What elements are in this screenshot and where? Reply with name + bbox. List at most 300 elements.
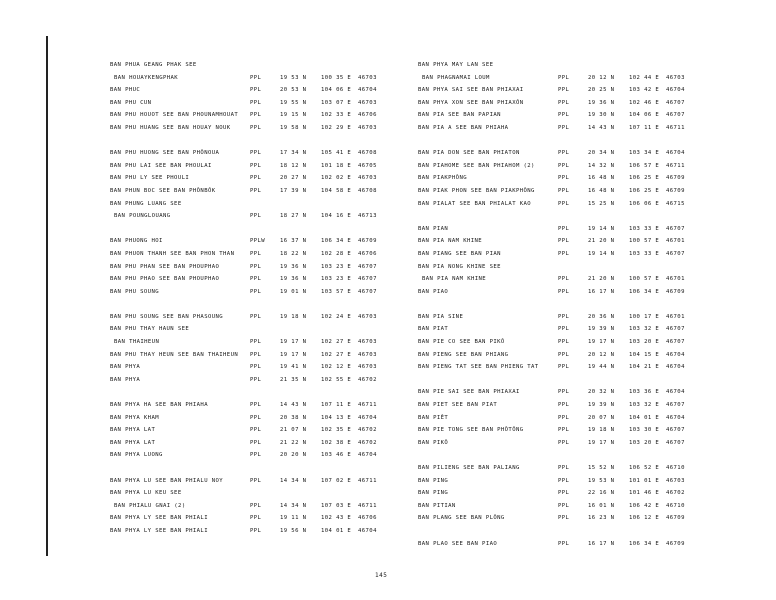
map-code: 46703 bbox=[358, 313, 377, 320]
gazetteer-entry bbox=[418, 238, 758, 251]
feature-class: PPL bbox=[250, 213, 262, 220]
place-name: BAN PHYA bbox=[110, 376, 141, 383]
longitude: 103 33 E bbox=[629, 225, 660, 232]
map-code: 46710 bbox=[666, 502, 685, 509]
latitude: 14 34 N bbox=[280, 502, 307, 509]
place-name: BAN PIA NONG KHINE SEE bbox=[418, 263, 501, 270]
longitude: 106 25 E bbox=[629, 187, 660, 194]
latitude: 20 20 N bbox=[280, 452, 307, 459]
longitude: 102 46 E bbox=[629, 99, 660, 106]
latitude: 19 36 N bbox=[588, 99, 615, 106]
map-code: 46707 bbox=[666, 339, 685, 346]
gazetteer-entry bbox=[418, 188, 758, 201]
feature-class: PPL bbox=[558, 87, 570, 94]
gazetteer-entry bbox=[418, 125, 758, 138]
latitude: 16 23 N bbox=[588, 515, 615, 522]
longitude: 103 36 E bbox=[629, 389, 660, 396]
place-name: BAN PIE SAI SEE BAN PHIAXAI bbox=[418, 389, 520, 396]
place-name: BAN PIA SINE bbox=[418, 313, 464, 320]
longitude: 102 27 E bbox=[321, 351, 352, 358]
longitude: 100 35 E bbox=[321, 74, 352, 81]
gazetteer-entry bbox=[418, 201, 758, 214]
map-code: 46704 bbox=[358, 414, 377, 421]
gazetteer-entry bbox=[110, 264, 450, 277]
map-code: 46704 bbox=[358, 87, 377, 94]
map-code: 46702 bbox=[358, 376, 377, 383]
gazetteer-entry bbox=[418, 364, 758, 377]
latitude: 19 17 N bbox=[588, 439, 615, 446]
longitude: 103 32 E bbox=[629, 402, 660, 409]
latitude: 17 34 N bbox=[280, 150, 307, 157]
gazetteer-entry bbox=[418, 503, 758, 516]
gazetteer-entry bbox=[418, 264, 758, 277]
longitude: 104 13 E bbox=[321, 414, 352, 421]
gazetteer-entry bbox=[418, 415, 758, 428]
map-code: 46709 bbox=[666, 175, 685, 182]
longitude: 102 35 E bbox=[321, 427, 352, 434]
gazetteer-entry bbox=[110, 276, 450, 289]
place-name: BAN PIENG TAT SEE BAN PHIENG TAT bbox=[418, 364, 539, 371]
latitude: 19 15 N bbox=[280, 112, 307, 119]
longitude: 107 11 E bbox=[321, 402, 352, 409]
feature-class: PPL bbox=[558, 477, 570, 484]
feature-class: PPL bbox=[558, 515, 570, 522]
feature-class: PPL bbox=[250, 364, 262, 371]
place-name: BAN PIA A SEE BAN PHIAHA bbox=[418, 124, 509, 131]
longitude: 102 28 E bbox=[321, 250, 352, 257]
place-name: BAN PIAO bbox=[418, 288, 449, 295]
feature-class: PPL bbox=[250, 250, 262, 257]
map-code: 46704 bbox=[666, 414, 685, 421]
page-number: 145 bbox=[375, 572, 388, 579]
latitude: 19 36 N bbox=[280, 263, 307, 270]
feature-class: PPL bbox=[250, 99, 262, 106]
place-name: BAN PHU SOUNG SEE BAN PHASOUNG bbox=[110, 313, 224, 320]
latitude: 19 18 N bbox=[280, 313, 307, 320]
gazetteer-entry bbox=[418, 352, 758, 365]
longitude: 103 42 E bbox=[629, 87, 660, 94]
map-code: 46707 bbox=[358, 276, 377, 283]
latitude: 19 17 N bbox=[588, 339, 615, 346]
feature-class: PPL bbox=[250, 150, 262, 157]
feature-class: PPL bbox=[558, 502, 570, 509]
latitude: 18 22 N bbox=[280, 250, 307, 257]
place-name: BAN PING bbox=[418, 477, 449, 484]
place-name: BAN PIKÔ bbox=[418, 439, 449, 446]
latitude: 19 58 N bbox=[280, 124, 307, 131]
gazetteer-column-left bbox=[110, 62, 450, 541]
place-name: BAN PHUONG HOI bbox=[110, 238, 163, 245]
gazetteer-entry bbox=[110, 452, 450, 465]
longitude: 100 57 E bbox=[629, 238, 660, 245]
map-code: 46715 bbox=[666, 200, 685, 207]
place-name: BAN PHU THAY HAUN SEE bbox=[110, 326, 190, 333]
feature-class: PPL bbox=[250, 175, 262, 182]
latitude: 19 01 N bbox=[280, 288, 307, 295]
longitude: 103 20 E bbox=[629, 439, 660, 446]
gazetteer-entry bbox=[110, 238, 450, 251]
latitude: 19 56 N bbox=[280, 527, 307, 534]
feature-class: PPL bbox=[250, 502, 262, 509]
map-code: 46703 bbox=[666, 477, 685, 484]
feature-class: PPL bbox=[250, 288, 262, 295]
place-name: BAN PHUON THANH SEE BAN PHON THAN bbox=[110, 250, 235, 257]
gazetteer-entry bbox=[110, 289, 450, 302]
latitude: 19 53 N bbox=[588, 477, 615, 484]
place-name: BAN HOUAYKENGPHAK bbox=[114, 74, 179, 81]
map-code: 46704 bbox=[358, 452, 377, 459]
longitude: 103 33 E bbox=[629, 250, 660, 257]
place-name: BAN PIALAT SEE BAN PHIALAT KAO bbox=[418, 200, 532, 207]
latitude: 18 27 N bbox=[280, 213, 307, 220]
place-name: BAN PHU SOUNG bbox=[110, 288, 159, 295]
place-name: BAN PHYA HA SEE BAN PHIAHA bbox=[110, 402, 208, 409]
map-code: 46707 bbox=[666, 112, 685, 119]
feature-class: PPL bbox=[250, 339, 262, 346]
feature-class: PPL bbox=[250, 452, 262, 459]
place-name: BAN PHU CUN bbox=[110, 99, 152, 106]
map-code: 46703 bbox=[358, 351, 377, 358]
longitude: 103 23 E bbox=[321, 263, 352, 270]
place-name: BAN PIA DON SEE BAN PHIATON bbox=[418, 150, 520, 157]
feature-class: PPL bbox=[250, 414, 262, 421]
gazetteer-entry bbox=[110, 402, 450, 415]
feature-class: PPL bbox=[558, 187, 570, 194]
place-name: BAN PHYA LY SEE BAN PHIALI bbox=[110, 527, 208, 534]
latitude: 20 53 N bbox=[280, 87, 307, 94]
latitude: 21 35 N bbox=[280, 376, 307, 383]
feature-class: PPL bbox=[558, 175, 570, 182]
map-code: 46703 bbox=[358, 124, 377, 131]
feature-class: PPL bbox=[558, 351, 570, 358]
gazetteer-entry bbox=[110, 490, 450, 503]
longitude: 104 01 E bbox=[629, 414, 660, 421]
longitude: 103 23 E bbox=[321, 276, 352, 283]
gazetteer-entry bbox=[418, 150, 758, 163]
gazetteer-entry bbox=[418, 175, 758, 188]
latitude: 15 52 N bbox=[588, 465, 615, 471]
feature-class: PPL bbox=[250, 87, 262, 94]
longitude: 102 33 E bbox=[321, 112, 352, 119]
latitude: 22 16 N bbox=[588, 490, 615, 497]
place-name: BAN PILIENG SEE BAN PALIANG bbox=[418, 465, 520, 471]
feature-class: PPL bbox=[250, 427, 262, 434]
feature-class: PPL bbox=[250, 124, 262, 131]
feature-class: PPL bbox=[558, 276, 570, 283]
gazetteer-entry bbox=[110, 339, 450, 352]
feature-class: PPL bbox=[558, 364, 570, 371]
latitude: 16 48 N bbox=[588, 187, 615, 194]
place-name: BAN PHYA SAI SEE BAN PHIAXAI bbox=[418, 87, 524, 94]
gazetteer-entry bbox=[110, 377, 450, 390]
feature-class: PPL bbox=[250, 477, 262, 484]
feature-class: PPL bbox=[250, 515, 262, 522]
feature-class: PPL bbox=[250, 263, 262, 270]
gazetteer-entry bbox=[418, 251, 758, 264]
place-name: BAN PHYA LY SEE BAN PHIALI bbox=[110, 515, 208, 522]
map-code: 46707 bbox=[358, 263, 377, 270]
place-name: BAN PIENG SEE BAN PHIANG bbox=[418, 351, 509, 358]
map-code: 46701 bbox=[666, 313, 685, 320]
place-name: BAN PHU LAI SEE BAN PHOULAI bbox=[110, 162, 212, 169]
longitude: 104 58 E bbox=[321, 187, 352, 194]
place-name: BAN PHYA LAT bbox=[110, 427, 156, 434]
longitude: 107 03 E bbox=[321, 502, 352, 509]
map-code: 46707 bbox=[666, 427, 685, 434]
gazetteer-entry bbox=[110, 213, 450, 226]
latitude: 21 20 N bbox=[588, 238, 615, 245]
place-name: BAN PITIAN bbox=[418, 502, 456, 509]
gazetteer-entry bbox=[418, 226, 758, 239]
place-name: BAN PIAKPHÔNG bbox=[418, 175, 467, 182]
latitude: 17 39 N bbox=[280, 187, 307, 194]
feature-class: PPL bbox=[558, 339, 570, 346]
longitude: 101 46 E bbox=[629, 490, 660, 497]
latitude: 21 07 N bbox=[280, 427, 307, 434]
latitude: 21 22 N bbox=[280, 439, 307, 446]
latitude: 20 25 N bbox=[588, 87, 615, 94]
longitude: 107 02 E bbox=[321, 477, 352, 484]
latitude: 14 32 N bbox=[588, 162, 615, 169]
map-code: 46701 bbox=[666, 276, 685, 283]
gazetteer-entry bbox=[110, 515, 450, 528]
longitude: 100 17 E bbox=[629, 313, 660, 320]
gazetteer-entry bbox=[110, 326, 450, 339]
latitude: 14 43 N bbox=[280, 402, 307, 409]
longitude: 107 11 E bbox=[629, 124, 660, 131]
map-code: 46704 bbox=[358, 527, 377, 534]
gazetteer-entry bbox=[418, 465, 758, 478]
feature-class: PPL bbox=[558, 99, 570, 106]
longitude: 104 16 E bbox=[321, 213, 352, 220]
latitude: 20 34 N bbox=[588, 150, 615, 157]
longitude: 104 21 E bbox=[629, 364, 660, 371]
gazetteer-entry bbox=[110, 100, 450, 113]
latitude: 14 34 N bbox=[280, 477, 307, 484]
gazetteer-entry bbox=[110, 112, 450, 125]
longitude: 100 57 E bbox=[629, 276, 660, 283]
map-code: 46704 bbox=[666, 150, 685, 157]
feature-class: PPLW bbox=[250, 238, 266, 245]
map-code: 46704 bbox=[666, 364, 685, 371]
gazetteer-entry bbox=[110, 150, 450, 163]
map-code: 46709 bbox=[666, 288, 685, 295]
longitude: 106 06 E bbox=[629, 200, 660, 207]
place-name: BAN PHAGNAMAI LOUM bbox=[422, 74, 490, 81]
longitude: 103 57 E bbox=[321, 288, 352, 295]
latitude: 16 48 N bbox=[588, 175, 615, 182]
place-name: BAN PHUA GEANG PHAK SEE bbox=[110, 62, 197, 68]
map-code: 46703 bbox=[358, 74, 377, 81]
longitude: 103 32 E bbox=[629, 326, 660, 333]
feature-class: PPL bbox=[558, 326, 570, 333]
map-code: 46713 bbox=[358, 213, 377, 220]
latitude: 14 43 N bbox=[588, 124, 615, 131]
feature-class: PPL bbox=[558, 439, 570, 446]
feature-class: PPL bbox=[558, 124, 570, 131]
gazetteer-entry bbox=[418, 163, 758, 176]
place-name: BAN PIE CO SEE BAN PIKÔ bbox=[418, 339, 505, 346]
feature-class: PPL bbox=[250, 527, 262, 534]
place-name: BAN PIAK PHON SEE BAN PIAKPHÔNG bbox=[418, 187, 535, 194]
place-name: BAN PIET SEE BAN PIAT bbox=[418, 402, 498, 409]
feature-class: PPL bbox=[250, 74, 262, 81]
latitude: 20 32 N bbox=[588, 389, 615, 396]
longitude: 103 34 E bbox=[629, 150, 660, 157]
latitude: 19 18 N bbox=[588, 427, 615, 434]
place-name: BAN PHU LY SEE PHOULI bbox=[110, 175, 190, 182]
map-code: 46709 bbox=[666, 187, 685, 194]
longitude: 103 46 E bbox=[321, 452, 352, 459]
latitude: 19 14 N bbox=[588, 250, 615, 257]
latitude: 19 53 N bbox=[280, 74, 307, 81]
latitude: 16 17 N bbox=[588, 540, 615, 547]
gazetteer-column-right bbox=[418, 62, 758, 553]
gazetteer-entry bbox=[110, 125, 450, 138]
feature-class: PPL bbox=[250, 162, 262, 169]
map-code: 46702 bbox=[666, 490, 685, 497]
feature-class: PPL bbox=[558, 225, 570, 232]
gazetteer-entry bbox=[418, 389, 758, 402]
map-code: 46704 bbox=[666, 87, 685, 94]
place-name: BAN PHU HUONG SEE BAN PHÔNOUA bbox=[110, 150, 220, 157]
place-name: BAN PIE TONG SEE BAN PHÔTÔNG bbox=[418, 427, 524, 434]
gazetteer-entry bbox=[418, 427, 758, 440]
longitude: 104 01 E bbox=[321, 527, 352, 534]
place-name: BAN PHU HUANG SEE BAN HOUAY NOUK bbox=[110, 124, 231, 131]
place-name: BAN PING bbox=[418, 490, 449, 497]
place-name: BAN PHU PHAO SEE BAN PHOUPHAO bbox=[110, 276, 220, 283]
feature-class: PPL bbox=[558, 200, 570, 207]
place-name: BAN PHYA LUONG bbox=[110, 452, 163, 459]
gazetteer-entry bbox=[110, 251, 450, 264]
latitude: 16 17 N bbox=[588, 288, 615, 295]
longitude: 103 20 E bbox=[629, 339, 660, 346]
place-name: BAN PHIALU GNAI (2) bbox=[114, 502, 186, 509]
gazetteer-entry bbox=[418, 112, 758, 125]
gazetteer-entry bbox=[418, 314, 758, 327]
gazetteer-entry bbox=[110, 478, 450, 491]
map-code: 46709 bbox=[666, 515, 685, 522]
latitude: 20 36 N bbox=[588, 313, 615, 320]
map-code: 46711 bbox=[666, 124, 685, 131]
gazetteer-entry bbox=[110, 440, 450, 453]
gazetteer-entry bbox=[110, 427, 450, 440]
latitude: 19 17 N bbox=[280, 351, 307, 358]
longitude: 104 06 E bbox=[629, 112, 660, 119]
latitude: 19 17 N bbox=[280, 339, 307, 346]
place-name: BAN POUNGLOUANG bbox=[114, 213, 171, 220]
map-code: 46703 bbox=[358, 175, 377, 182]
feature-class: PPL bbox=[250, 112, 262, 119]
latitude: 20 27 N bbox=[280, 175, 307, 182]
longitude: 106 57 E bbox=[629, 162, 660, 169]
binding-margin-line bbox=[46, 36, 48, 556]
feature-class: PPL bbox=[250, 276, 262, 283]
gazetteer-entry bbox=[110, 364, 450, 377]
latitude: 18 12 N bbox=[280, 162, 307, 169]
feature-class: PPL bbox=[250, 376, 262, 383]
latitude: 21 20 N bbox=[588, 276, 615, 283]
longitude: 106 25 E bbox=[629, 175, 660, 182]
map-code: 46707 bbox=[666, 250, 685, 257]
gazetteer-entry bbox=[110, 62, 450, 75]
feature-class: PPL bbox=[558, 238, 570, 245]
place-name: BAN PHUC bbox=[110, 87, 141, 94]
longitude: 106 34 E bbox=[629, 288, 660, 295]
gazetteer-entry bbox=[110, 87, 450, 100]
longitude: 102 43 E bbox=[321, 515, 352, 522]
gazetteer-entry bbox=[418, 62, 758, 75]
feature-class: PPL bbox=[558, 490, 570, 497]
latitude: 19 36 N bbox=[280, 276, 307, 283]
latitude: 16 37 N bbox=[280, 238, 307, 245]
feature-class: PPL bbox=[558, 414, 570, 421]
longitude: 102 02 E bbox=[321, 175, 352, 182]
map-code: 46707 bbox=[666, 99, 685, 106]
longitude: 102 12 E bbox=[321, 364, 352, 371]
map-code: 46709 bbox=[358, 238, 377, 245]
map-code: 46711 bbox=[358, 502, 377, 509]
gazetteer-entry bbox=[110, 528, 450, 541]
gazetteer-entry bbox=[110, 175, 450, 188]
gazetteer-entry bbox=[110, 201, 450, 214]
gazetteer-entry bbox=[418, 440, 758, 453]
latitude: 20 38 N bbox=[280, 414, 307, 421]
feature-class: PPL bbox=[558, 150, 570, 157]
longitude: 101 18 E bbox=[321, 162, 352, 169]
place-name: BAN PHYA XON SEE BAN PHIAXÔN bbox=[418, 99, 524, 106]
longitude: 103 30 E bbox=[629, 427, 660, 434]
longitude: 102 38 E bbox=[321, 439, 352, 446]
place-name: BAN PIA SEE BAN PAPIAN bbox=[418, 112, 501, 119]
gazetteer-entry bbox=[418, 339, 758, 352]
latitude: 19 39 N bbox=[588, 326, 615, 333]
latitude: 20 12 N bbox=[588, 74, 615, 81]
feature-class: PPL bbox=[558, 465, 570, 471]
map-code: 46707 bbox=[666, 225, 685, 232]
feature-class: PPL bbox=[558, 112, 570, 119]
feature-class: PPL bbox=[558, 250, 570, 257]
longitude: 102 44 E bbox=[629, 74, 660, 81]
map-code: 46707 bbox=[666, 326, 685, 333]
map-code: 46702 bbox=[358, 427, 377, 434]
longitude: 106 52 E bbox=[629, 465, 660, 471]
feature-class: PPL bbox=[558, 74, 570, 81]
latitude: 19 41 N bbox=[280, 364, 307, 371]
latitude: 20 12 N bbox=[588, 351, 615, 358]
longitude: 102 29 E bbox=[321, 124, 352, 131]
gazetteer-entry bbox=[110, 314, 450, 327]
longitude: 106 34 E bbox=[629, 540, 660, 547]
map-code: 46707 bbox=[666, 439, 685, 446]
place-name: BAN PLAO SEE BAN PIAO bbox=[418, 540, 498, 547]
map-code: 46703 bbox=[666, 74, 685, 81]
place-name: BAN PLANG SEE BAN PLÔNG bbox=[418, 515, 505, 522]
map-code: 46711 bbox=[666, 162, 685, 169]
map-code: 46702 bbox=[358, 439, 377, 446]
gazetteer-entry bbox=[110, 352, 450, 365]
place-name: BAN PHUNG LUANG SEE bbox=[110, 200, 182, 207]
map-code: 46706 bbox=[358, 250, 377, 257]
longitude: 105 41 E bbox=[321, 150, 352, 157]
latitude: 15 25 N bbox=[588, 200, 615, 207]
gazetteer-entry bbox=[110, 188, 450, 201]
gazetteer-entry bbox=[110, 163, 450, 176]
map-code: 46710 bbox=[666, 465, 685, 471]
latitude: 16 01 N bbox=[588, 502, 615, 509]
map-code: 46701 bbox=[666, 238, 685, 245]
